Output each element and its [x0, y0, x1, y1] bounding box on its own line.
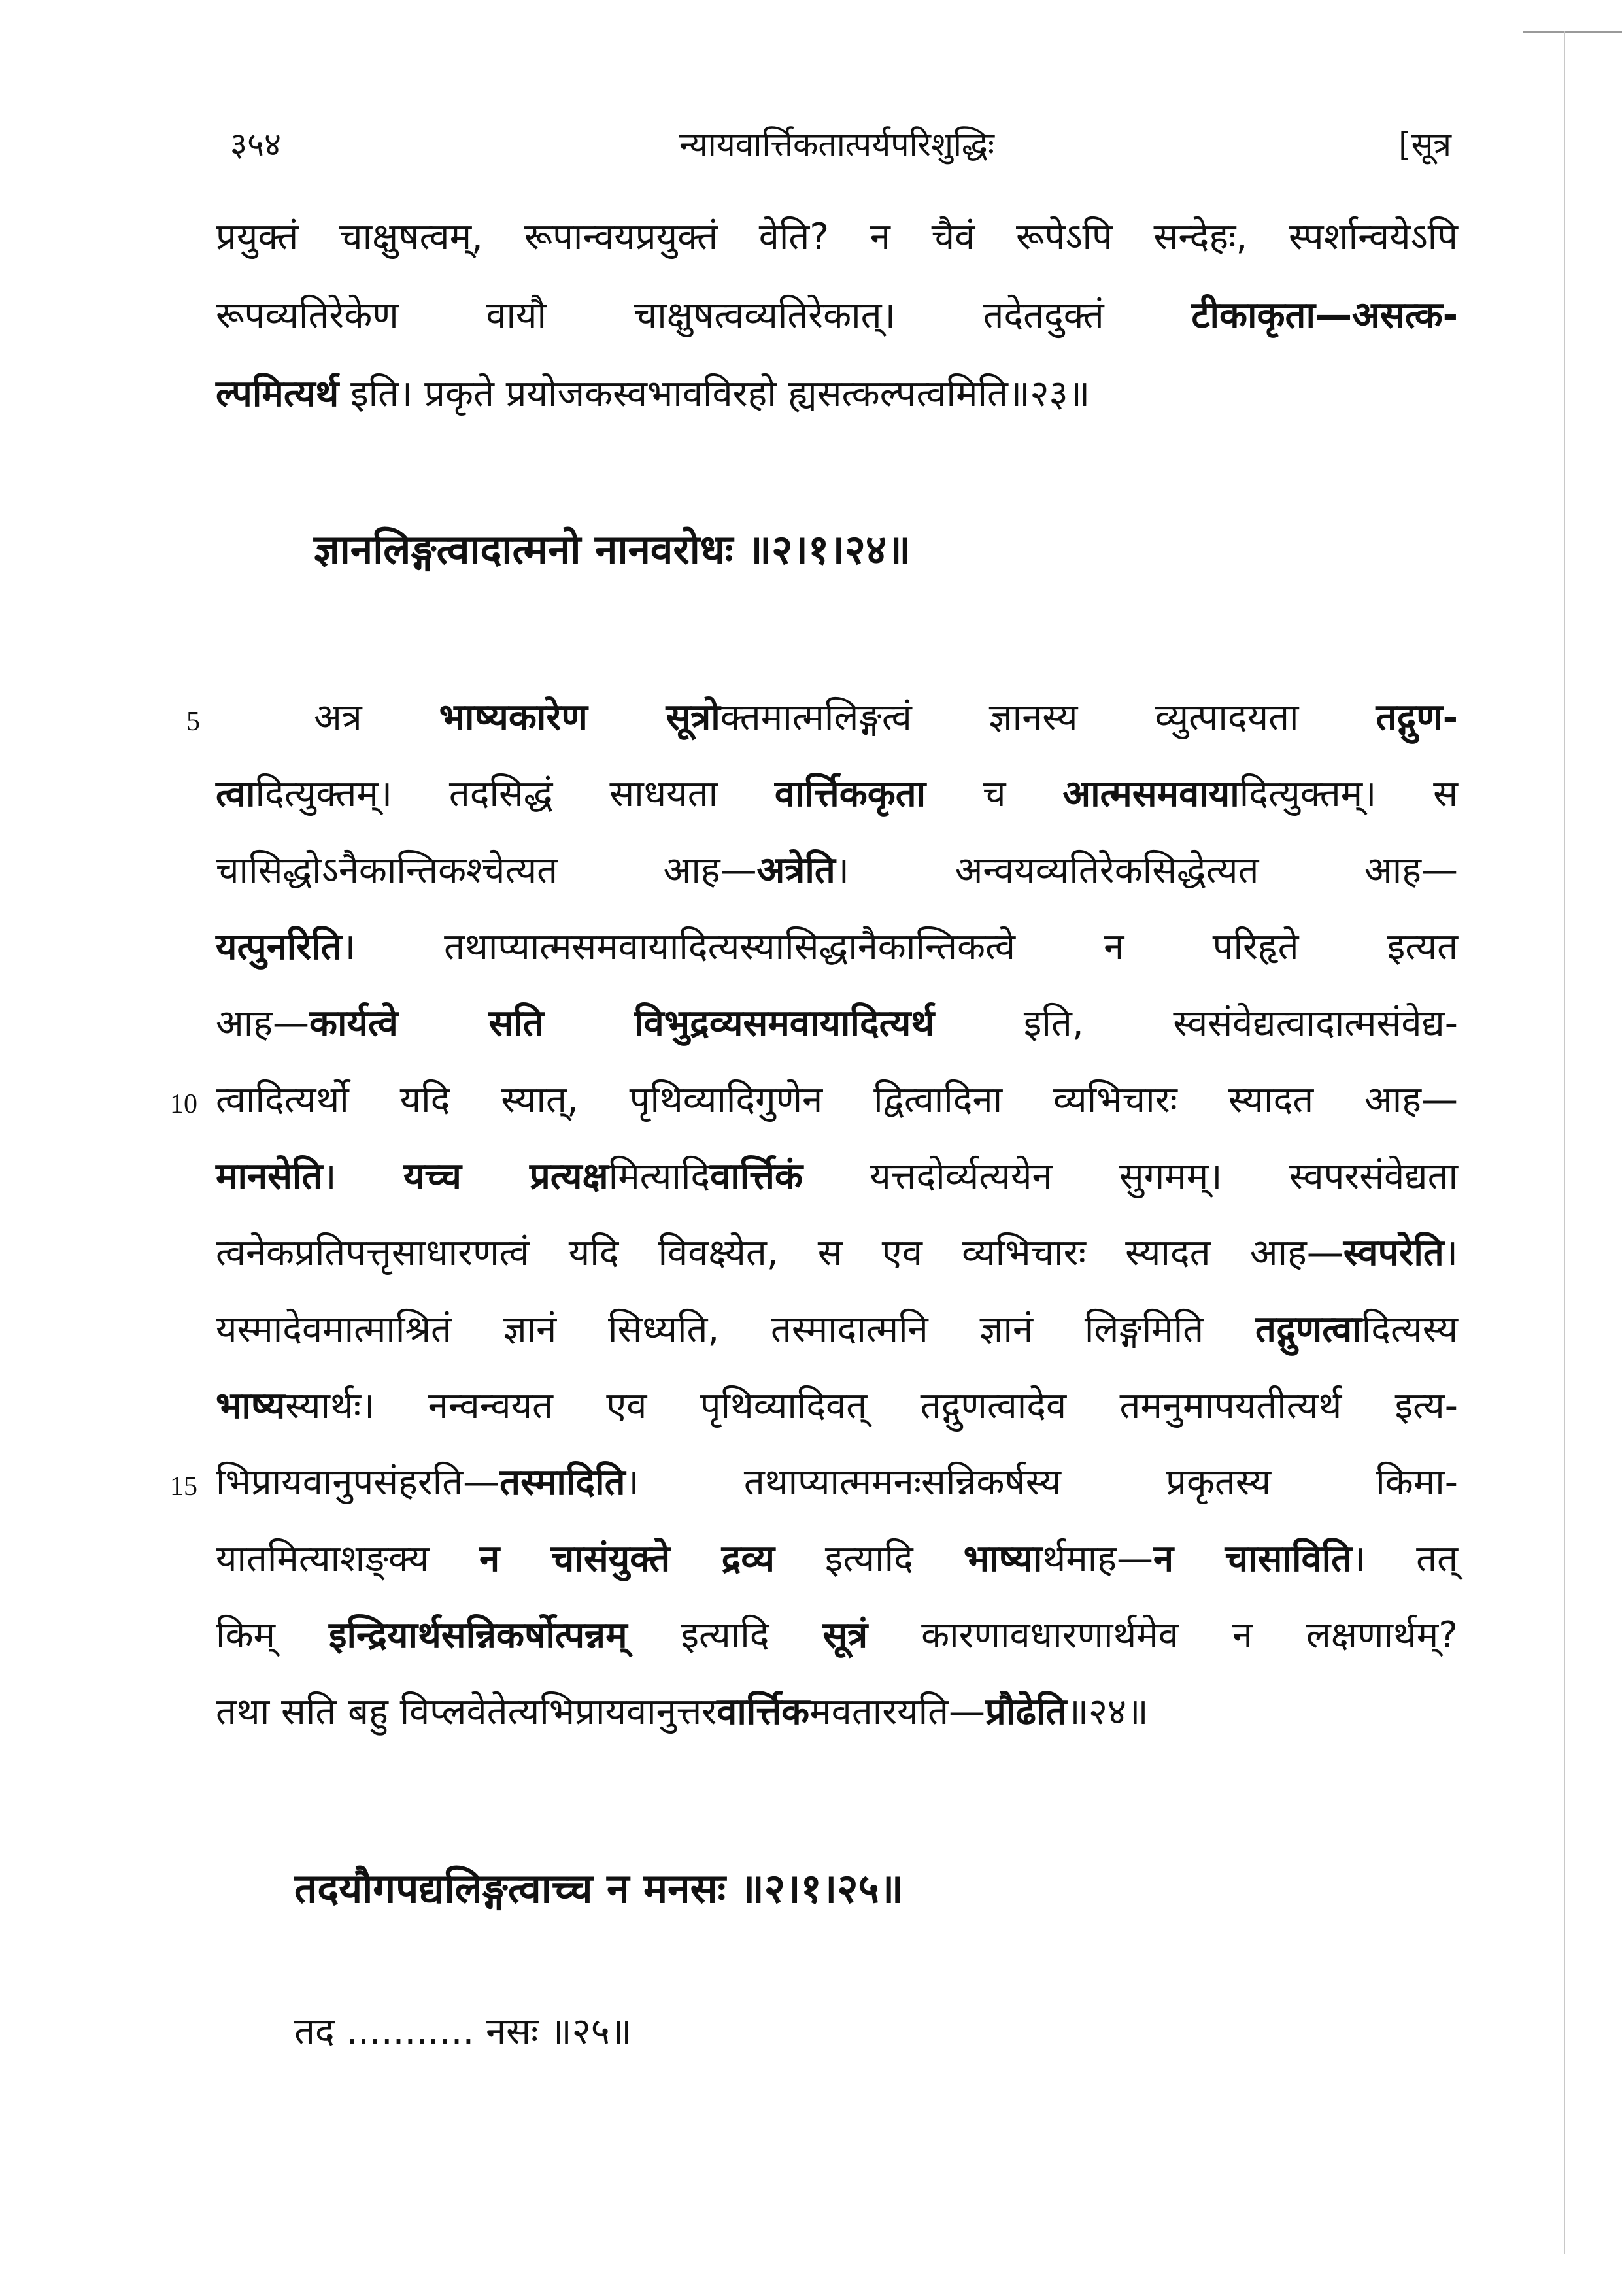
text-line: [216, 1691, 1458, 1733]
text-segment: इत्यादि: [627, 1614, 823, 1657]
text-segment: किम्: [216, 1614, 329, 1657]
text-segment: अत्र: [314, 696, 439, 739]
text-segment: । तथाप्यात्ममनःसन्निकर्षस्य प्रकृतस्य किमा-: [625, 1461, 1458, 1504]
line-number: 5: [186, 707, 200, 737]
page-fold-line: [1564, 31, 1565, 2254]
bold-term: भाष्या: [963, 1538, 1043, 1580]
text-line: [216, 926, 1458, 968]
text-line: [216, 1538, 1458, 1580]
bold-term: मानसेति: [216, 1155, 323, 1198]
text-segment: रूपव्यतिरेकेण वायौ चाक्षुषत्वव्यतिरेकात्। तदेतदुक्तं: [216, 294, 1192, 337]
bold-term: तस्मादिति: [499, 1461, 626, 1504]
page-number: ३५४: [230, 126, 281, 163]
bold-term: अत्रेति: [756, 849, 836, 892]
bold-term: तद्गुण-: [1376, 696, 1459, 739]
sutra-heading-25: तदयौगपद्यलिङ्गत्वाच्च न मनसः ॥२।१।२५॥: [294, 1865, 904, 1912]
text-line: [216, 1232, 1458, 1274]
text-line: [216, 773, 1458, 815]
bold-term: भाष्य: [216, 1385, 286, 1427]
text-line: [216, 1002, 1459, 1045]
text-segment: । तथाप्यात्मसमवायादित्यस्यासिद्धानैकान्तिकत्वे न परिहृते इत्यत: [341, 926, 1458, 968]
text-segment: इति। प्रकृते प्रयोजकस्वभावविरहो ह्यसत्कल्पत्वमिति॥२३॥: [339, 373, 1090, 415]
page-edge-line: [1523, 31, 1622, 33]
text-segment: प्रयुक्तं चाक्षुषत्वम्, रूपान्वयप्रयुक्तं वेति? न चैवं रूपेऽपि सन्देहः, स्पर्शान्वयेऽपि: [216, 216, 1458, 258]
bold-term: यत्पुनरिति: [216, 926, 342, 968]
text-line: [216, 373, 1458, 415]
text-line: [294, 2010, 632, 2053]
text-line: [216, 849, 1458, 892]
text-segment: दित्युक्तम्। तदसिद्धं साधयता: [255, 773, 775, 815]
text-line: [216, 696, 1459, 739]
bold-term: त्वा: [216, 773, 256, 815]
text-segment: मित्यादि: [608, 1155, 711, 1198]
text-segment: इति, स्वसंवेद्यत्वादात्मसंवेद्य-: [934, 1002, 1459, 1045]
bold-term: यच्च प्रत्यक्ष: [403, 1155, 609, 1198]
bold-term: इन्द्रियार्थसन्निकर्षोत्पन्नम्: [328, 1614, 628, 1657]
text-segment: इत्यादि: [775, 1538, 964, 1580]
text-segment: स्यार्थः। नन्वन्वयत एव पृथिव्यादिवत् तद्गुणत्वादेव तमनुमापयतीत्यर्थ इत्य-: [285, 1385, 1458, 1427]
sutra-heading-24: ज्ञानलिङ्गत्वादात्मनो नानवरोधः ॥२।१।२४॥: [314, 526, 911, 573]
bold-term: सूत्रं: [822, 1614, 868, 1657]
text-segment: भिप्रायवानुपसंहरति—: [216, 1461, 500, 1504]
text-line: [216, 1079, 1458, 1121]
bold-term: न चासाविति: [1153, 1538, 1353, 1580]
text-segment: । अन्वयव्यतिरेकसिद्धेत्यत आह—: [835, 849, 1458, 892]
text-segment: । तत्: [1352, 1538, 1458, 1580]
running-title: न्यायवार्त्तिकतात्पर्यपरिशुद्धिः: [679, 126, 994, 163]
text-segment: दित्युक्तम्। स: [1239, 773, 1458, 815]
bold-term: वार्त्तिककृता: [774, 773, 926, 815]
text-segment: त्वादित्यर्थो यदि स्यात्, पृथिव्यादिगुणेन द्वित्वादिना व्यभिचारः स्यादत आह—: [216, 1079, 1458, 1121]
text-line: [216, 1614, 1458, 1657]
bold-term: प्रौढेति: [985, 1691, 1067, 1733]
bold-term: आत्मसमवाया: [1062, 773, 1240, 815]
text-segment: र्थमाह—: [1042, 1538, 1153, 1580]
bold-term: न चासंयुक्ते द्रव्य: [479, 1538, 775, 1580]
text-segment: ।: [1444, 1232, 1458, 1274]
text-segment: चासिद्धोऽनैकान्तिकश्चेत्यत आह—: [216, 849, 757, 892]
text-segment: ॥२४॥: [1066, 1691, 1149, 1733]
text-line: [216, 1155, 1458, 1198]
text-segment: कारणावधारणार्थमेव न लक्षणार्थम्?: [868, 1614, 1458, 1657]
bold-term: टीकाकृता—असत्क-: [1191, 294, 1458, 337]
bold-term: वार्त्तिकं: [710, 1155, 803, 1198]
bold-term: तद्गुणत्वा: [1255, 1308, 1362, 1351]
line-number: 15: [170, 1472, 197, 1502]
text-segment: यातमित्याशङ्क्य: [216, 1538, 480, 1580]
text-segment: च: [926, 773, 1063, 815]
text-segment: दित्यस्य: [1361, 1308, 1458, 1351]
text-line: [216, 294, 1458, 337]
bold-term: भाष्यकारेण सूत्रो: [439, 696, 720, 739]
text-segment: यत्तदोर्व्यत्ययेन सुगमम्। स्वपरसंवेद्यता: [803, 1155, 1458, 1198]
running-header: [216, 121, 1458, 173]
bold-term: वार्त्तिक: [717, 1691, 810, 1733]
text-segment: आह—: [216, 1002, 309, 1045]
text-segment: तद ........... नसः ॥२५॥: [294, 2010, 632, 2053]
text-segment: क्तमात्मलिङ्गत्वं ज्ञानस्य व्युत्पादयता: [720, 696, 1376, 739]
section-label: [सूत्र: [1398, 126, 1451, 163]
text-segment: मवतारयति—: [809, 1691, 986, 1733]
text-segment: ।: [322, 1155, 403, 1198]
text-line: [216, 1308, 1458, 1351]
bold-term: कार्यत्वे सति विभुद्रव्यसमवायादित्यर्थ: [309, 1002, 935, 1045]
bold-term: ल्पमित्यर्थ: [216, 373, 339, 415]
text-line: [216, 216, 1458, 258]
text-line: [216, 1385, 1458, 1427]
text-segment: यस्मादेवमात्माश्रितं ज्ञानं सिध्यति, तस्मादात्मनि ज्ञानं लिङ्गमिति: [216, 1308, 1256, 1351]
bold-term: स्वपरेति: [1343, 1232, 1444, 1274]
text-segment: तथा सति बहु विप्लवेतेत्यभिप्रायवानुत्तर: [216, 1691, 717, 1733]
text-segment: त्वनेकप्रतिपत्तृसाधारणत्वं यदि विवक्ष्येत, स एव व्यभिचारः स्यादत आह—: [216, 1232, 1343, 1274]
line-number: 10: [170, 1089, 197, 1119]
text-line: [216, 1461, 1458, 1504]
